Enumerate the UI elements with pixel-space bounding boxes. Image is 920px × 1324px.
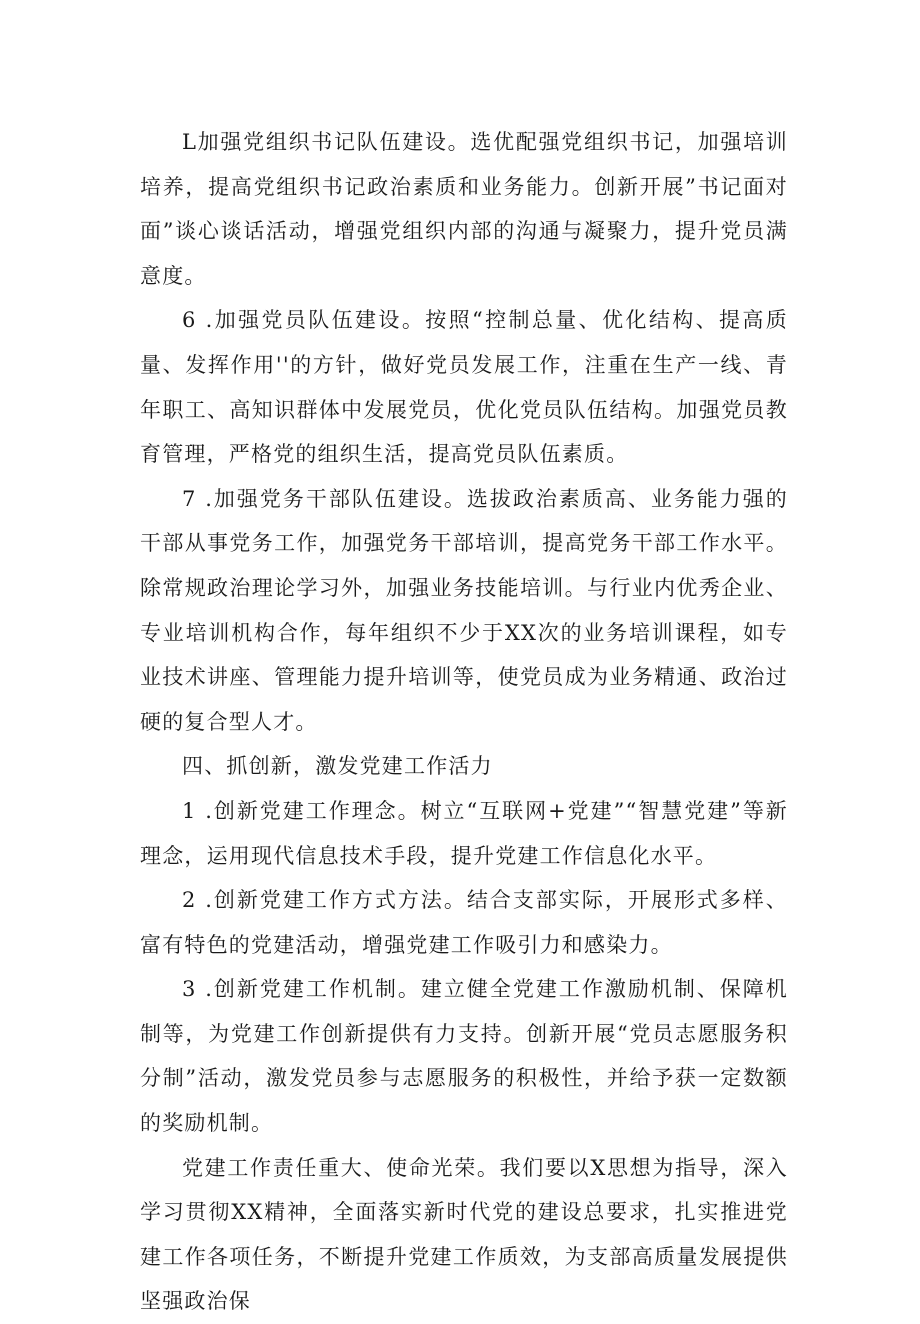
paragraph-party-affairs-cadre-team: 7 .加强党务干部队伍建设。选拔政治素质高、业务能力强的干部从事党务工作，加强党务干部培训，提高党务干部工作水平。除常规政治理论学习外，加强业务技能培训。与行业内优秀企业、专业培训机构合作，每年组织不少于XX次的业务培训课程，如专业技术讲座、管理能力提升培训等，使党员成为业务精通、政治过硬的复合型人才。 <box>140 486 788 734</box>
paragraph-innovation-concept: 1 .创新党建工作理念。树立“互联网+党建”“智慧党建”等新理念，运用现代信息技术手段，提升党建工作信息化水平。 <box>140 798 788 868</box>
paragraph-party-member-team: 6 .加强党员队伍建设。按照“控制总量、优化结构、提高质量、发挥作用''的方针，做好党员发展工作，注重在生产一线、青年职工、高知识群体中发展党员，优化党员队伍结构。加强党员教育管理，严格党的组织生活，提高党员队伍素质。 <box>140 308 788 467</box>
paragraph-conclusion: 党建工作责任重大、使命光荣。我们要以X思想为指导，深入学习贯彻XX精神，全面落实新时代党的建设总要求，扎实推进党建工作各项任务，不断提升党建工作质效，为支部高质量发展提供坚强政治保 <box>140 1155 788 1314</box>
document-body <box>140 120 788 1324</box>
paragraph-party-secretary-team: L加强党组织书记队伍建设。选优配强党组织书记，加强培训培养，提高党组织书记政治素质和业务能力。创新开展”书记面对面”谈心谈话活动，增强党组织内部的沟通与凝聚力，提升党员满意度。 <box>140 130 788 288</box>
paragraph-innovation-methods: 2 .创新党建工作方式方法。结合支部实际，开展形式多样、富有特色的党建活动，增强党建工作吸引力和感染力。 <box>140 888 788 957</box>
paragraph-innovation-mechanism: 3 .创新党建工作机制。建立健全党建工作激励机制、保障机制等，为党建工作创新提供有力支持。创新开展“党员志愿服务积分制”活动，激发党员参与志愿服务的积极性，并给予获一定数额的奖励机制。 <box>140 977 788 1136</box>
section-heading-innovation: 四、抓创新，激发党建工作活力 <box>182 754 493 779</box>
